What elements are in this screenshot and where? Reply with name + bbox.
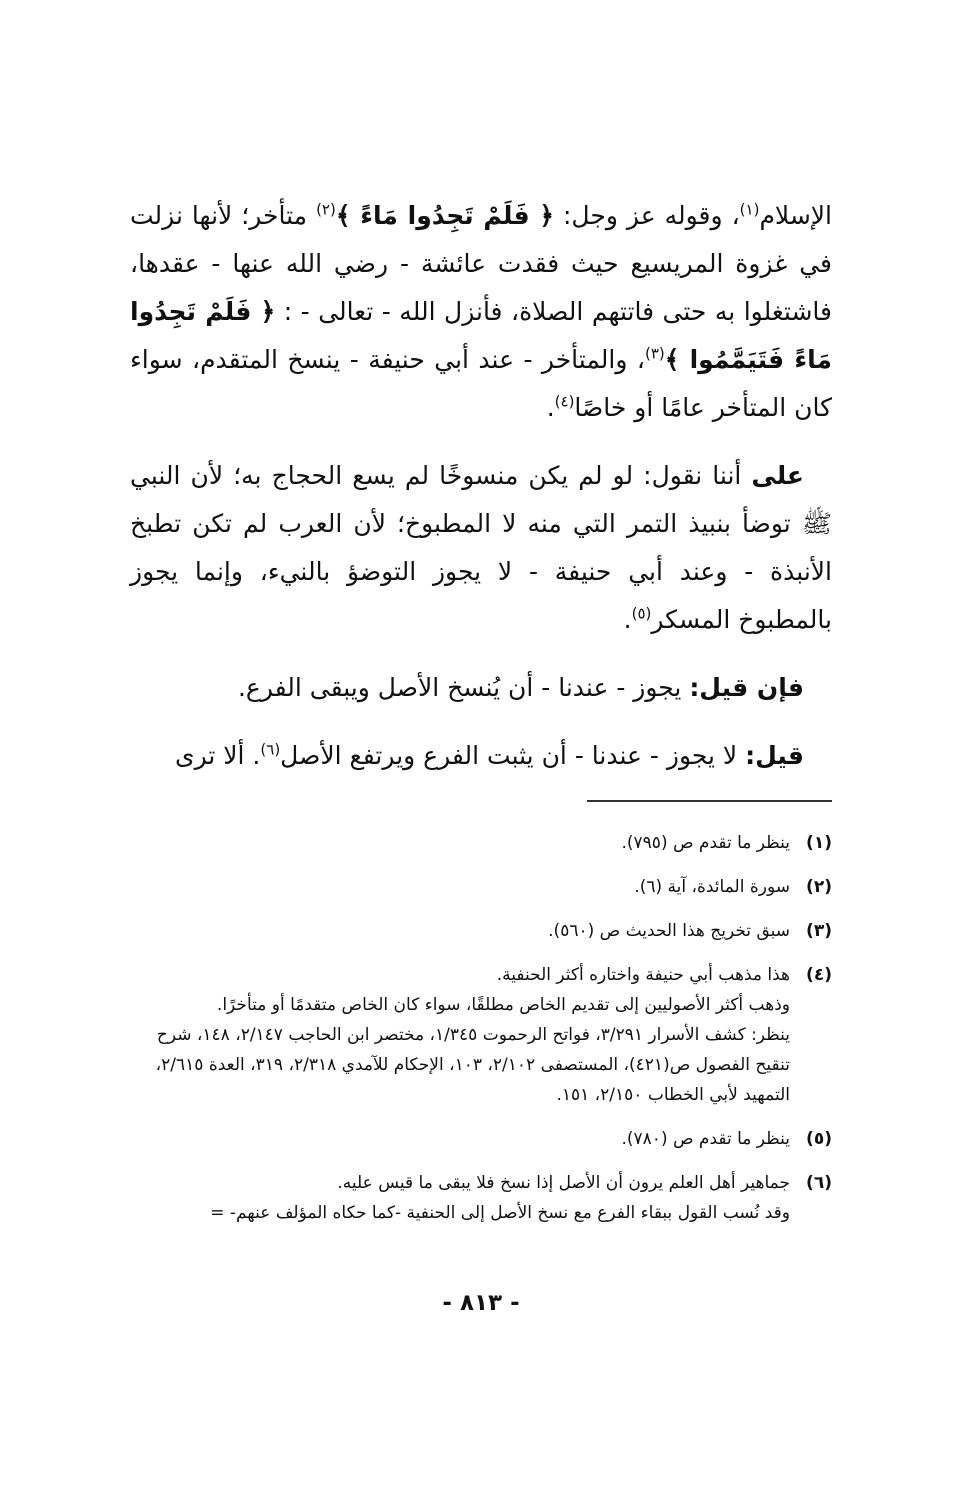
- footnote-number: (١): [806, 833, 832, 853]
- footnote-number: (٦): [806, 1173, 832, 1193]
- footnote-divider: [587, 800, 832, 802]
- paragraph-4: [130, 732, 832, 780]
- paragraph-lead: فإن قيل:: [689, 673, 804, 702]
- footnote-number: (٥): [806, 1129, 832, 1149]
- footnote-ref-6[interactable]: (٦): [260, 740, 281, 759]
- text-run: يجوز - عندنا - أن يُنسخ الأصل ويبقى الفرع.: [237, 673, 690, 702]
- footnote-text: [130, 1124, 790, 1154]
- footnote-item: [130, 1124, 832, 1154]
- footnote-line: ينظر: كشف الأسرار ٣/٢٩١، فواتح الرحموت ١/٣٤٥، مختصر ابن الحاجب ٢/١٤٧، ١٤٨، شرح تنقيح الفصول ص(٤٢١)، المستصفى ٢/١٠٢، ١٠٣، الإحكام للآمدي ٢/٣١٨، ٣١٩، العدة ٢/٦١٥، التمهيد لأبي الخطاب ٢/١٥٠، ١٥١.: [155, 1025, 790, 1105]
- text-run: ، والمتأخر - عند أبي حنيفة - ينسخ المتقدم، سواء كان المتأخر عامًا أو خاصًا: [130, 345, 832, 422]
- footnote-text: [130, 960, 790, 1110]
- text-run: لا يجوز - عندنا - أن يثبت الفرع ويرتفع الأصل: [280, 741, 746, 770]
- page-body: [130, 192, 832, 1242]
- paragraph-3: [130, 664, 832, 712]
- footnote-ref-2[interactable]: (٢): [316, 200, 336, 219]
- footnote-ref-4[interactable]: (٤): [554, 392, 575, 411]
- footnote-line: وقد نُسب القول ببقاء الفرع مع نسخ الأصل إلى الحنفية -كما حكاه المؤلف عنهم- =: [210, 1203, 790, 1223]
- footnote-ref-3[interactable]: (٣): [644, 344, 665, 363]
- text-run: ، وقوله عز وجل:: [554, 201, 740, 230]
- footnote-item: [130, 828, 832, 858]
- text-run: متأخر؛ لأنها نزلت في غزوة المريسيع حيث فقدت عائشة - رضي الله عنها - عقدها، فاشتغلوا به حتى فاتتهم الصلاة، فأنزل الله - تعالى - :: [130, 201, 832, 326]
- footnote-line: سبق تخريج هذا الحديث ص (٥٦٠).: [548, 921, 790, 941]
- footnote-text: [130, 828, 790, 858]
- footnote-number: (٣): [806, 921, 832, 941]
- footnote-item: [130, 1168, 832, 1228]
- footnote-text: [130, 1168, 790, 1228]
- quran-verse: ﴿ فَلَمْ تَجِدُوا مَاءً ﴾: [335, 201, 554, 230]
- footnote-line: جماهير أهل العلم يرون أن الأصل إذا نسخ فلا يبقى ما قيس عليه.: [337, 1173, 790, 1193]
- quran-verse: ﴿ فَلَمْ تَجِدُوا مَاءً فَتَيَمَّمُوا ﴾: [130, 297, 833, 374]
- footnote-item: [130, 872, 832, 902]
- footnote-line: سورة المائدة، آية (٦).: [634, 877, 790, 897]
- text-run: .: [546, 393, 555, 422]
- text-run: .: [623, 605, 632, 634]
- footnote-text: [130, 872, 790, 902]
- footnote-item: [130, 916, 832, 946]
- footnote-text: [130, 916, 790, 946]
- text-run: أننا نقول: لو لم يكن منسوخًا لم يسع الحجاج به؛ لأن النبي ﷺ توضأ بنبيذ التمر التي منه لا المطبوخ؛ لأن العرب لم تكن تطبخ الأنبذة - وعند أبي حنيفة - لا يجوز التوضؤ بالنيء، وإنما يجوز بالمطبوخ المسكر: [130, 461, 832, 634]
- text-run: الإسلام: [759, 201, 832, 230]
- footnote-line: وذهب أكثر الأصوليين إلى تقديم الخاص مطلقًا، سواء كان الخاص متقدمًا أو متأخرًا.: [216, 995, 790, 1015]
- paragraph-2: [130, 452, 832, 644]
- footnote-ref-1[interactable]: (١): [739, 200, 760, 219]
- paragraph-lead: على: [751, 461, 804, 490]
- page-number: - ٨١٣ -: [442, 1290, 520, 1316]
- paragraph-1: [130, 192, 832, 432]
- text-run: . ألا ترى: [175, 741, 261, 770]
- footnote-line: ينظر ما تقدم ص (٧٨٠).: [621, 1129, 790, 1149]
- footnote-ref-5[interactable]: (٥): [631, 604, 652, 623]
- footnotes-section: [130, 828, 832, 1228]
- paragraph-lead: قيل:: [745, 741, 804, 770]
- footnote-number: (٤): [806, 965, 832, 985]
- footnote-item: [130, 960, 832, 1110]
- footnote-line: هذا مذهب أبي حنيفة واختاره أكثر الحنفية.: [496, 965, 790, 985]
- footnote-line: ينظر ما تقدم ص (٧٩٥).: [621, 833, 790, 853]
- footnote-number: (٢): [806, 877, 832, 897]
